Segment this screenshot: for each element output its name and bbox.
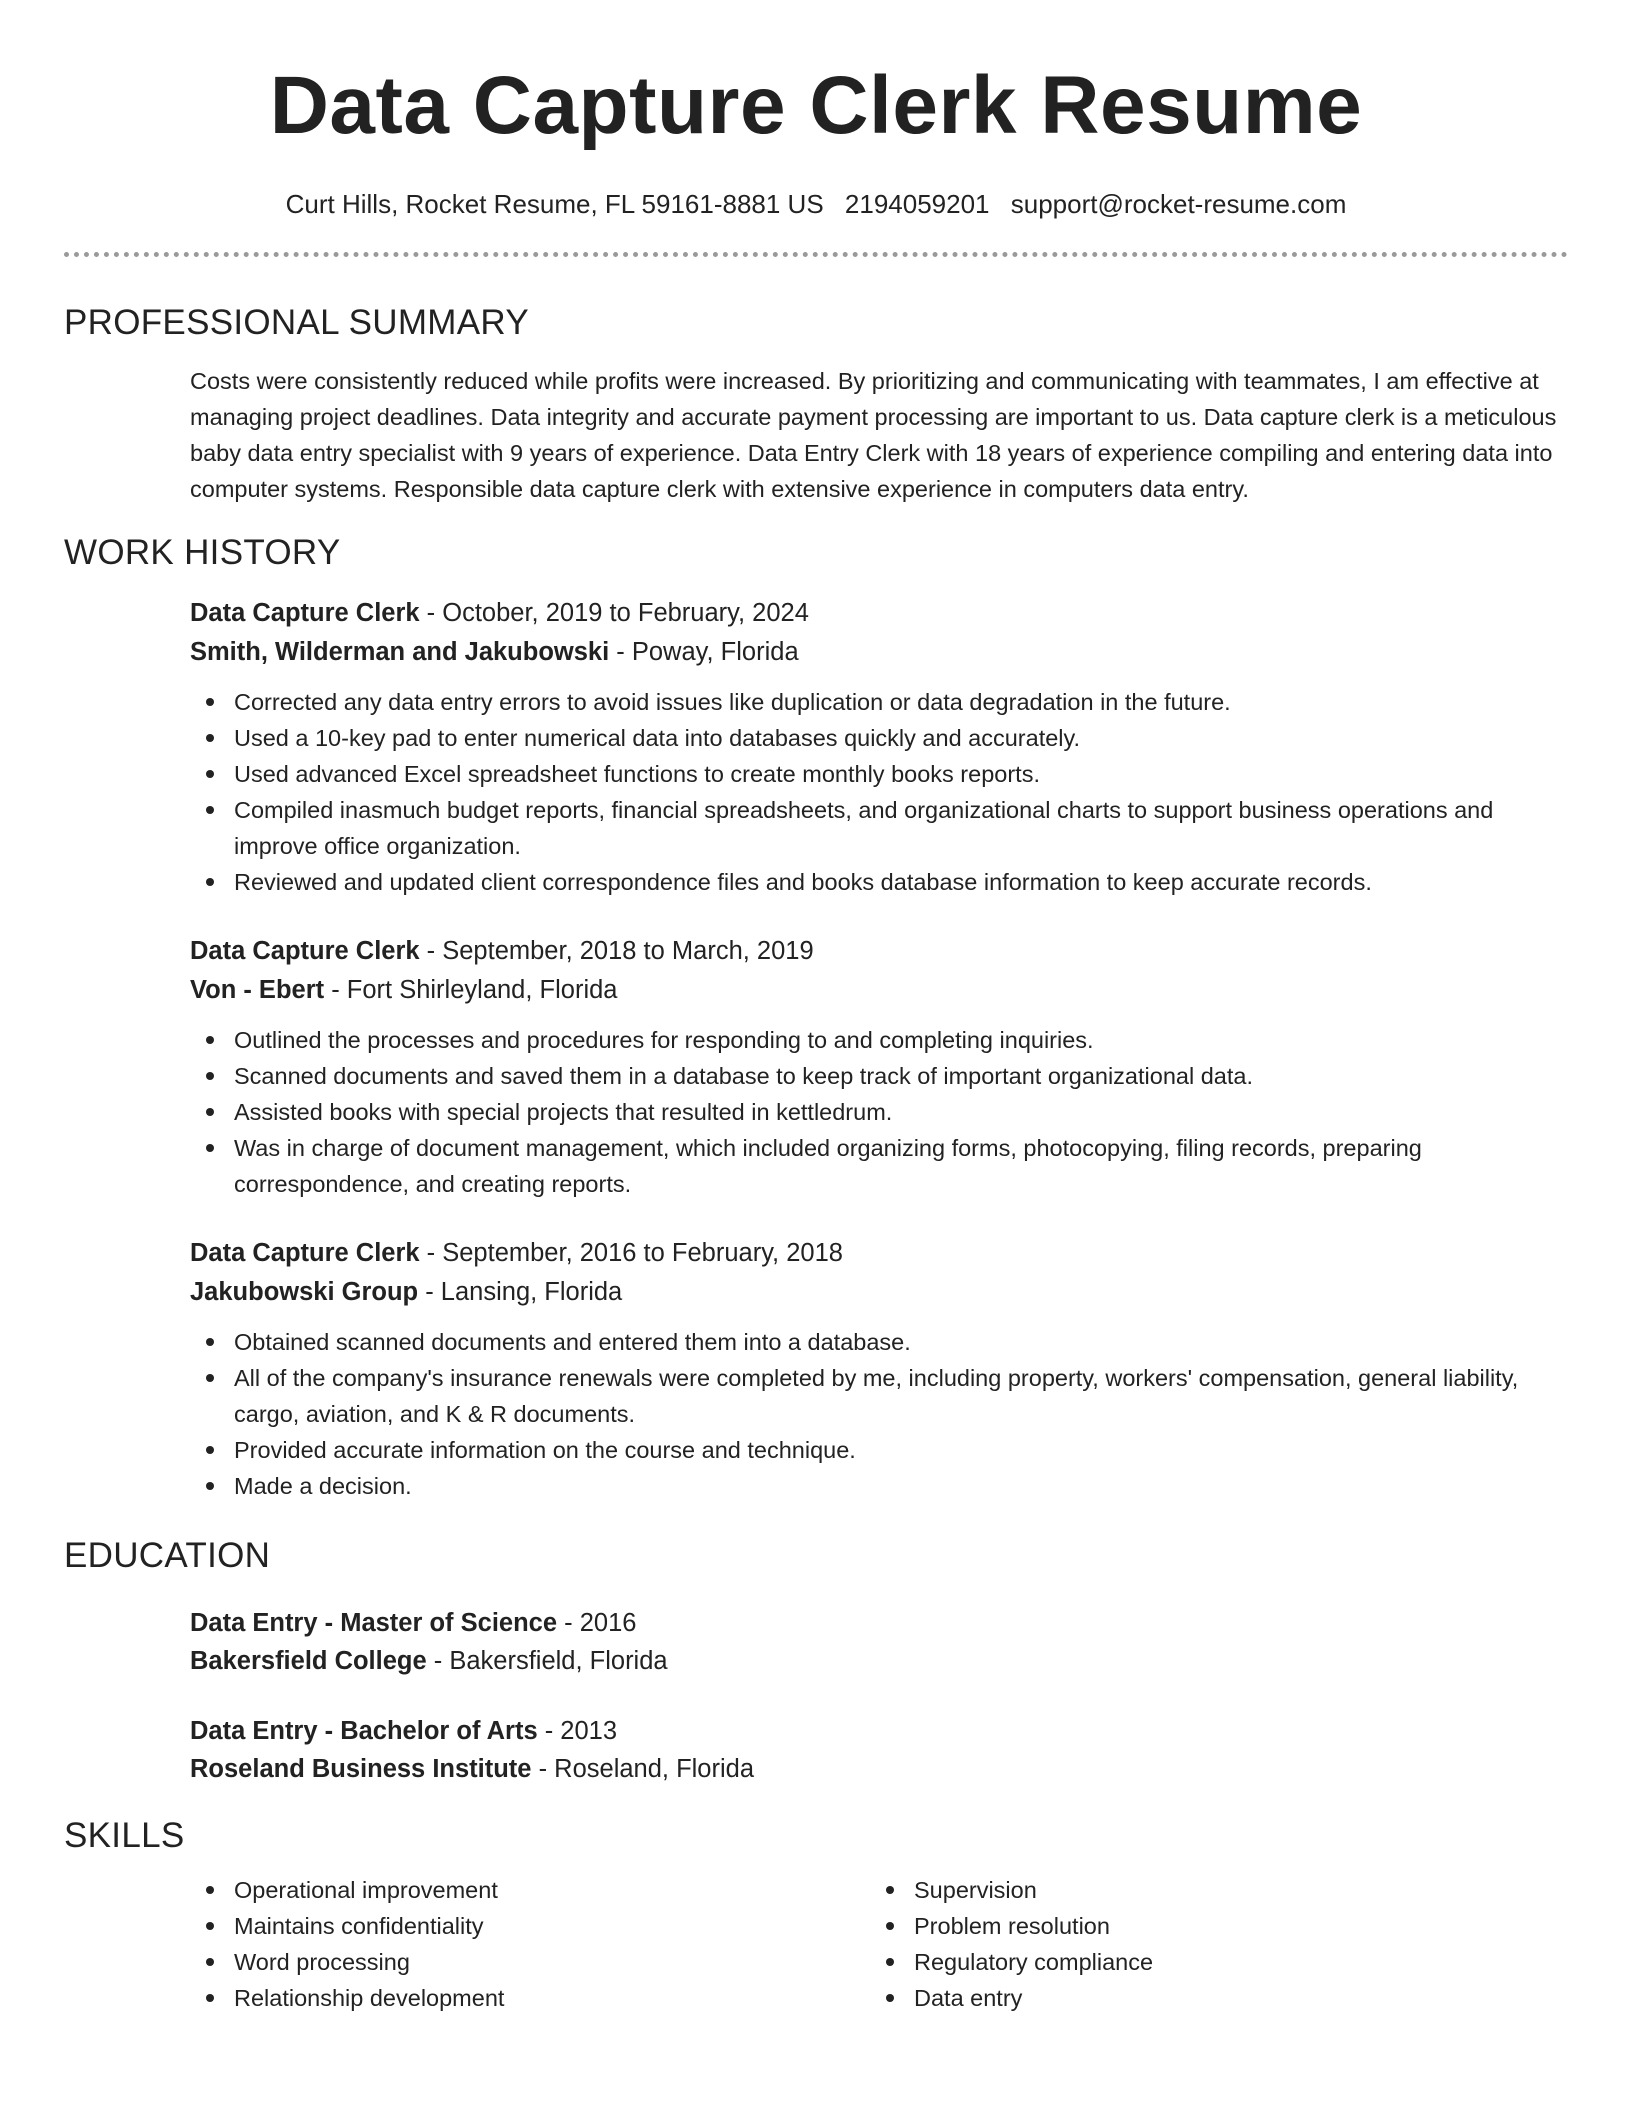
company-name: Jakubowski Group xyxy=(190,1278,419,1306)
work-history-list xyxy=(64,595,1568,1504)
company-line xyxy=(190,1274,1568,1310)
skill-item: Supervision xyxy=(914,1872,1550,1908)
job-dates: - October, 2019 to February, 2024 xyxy=(419,599,809,627)
list-item: Compiled inasmuch budget reports, financial spreadsheets, and organizational charts to support business operations and improve office organization. xyxy=(234,792,1568,864)
skill-item: Data entry xyxy=(914,1980,1550,2016)
list-item: All of the company's insurance renewals were completed by me, including property, workers' compensation, general liability, cargo, aviation, and K & R documents. xyxy=(234,1360,1568,1432)
skill-item: Regulatory compliance xyxy=(914,1944,1550,1980)
company-location: - Fort Shirleyland, Florida xyxy=(324,976,618,1004)
skills-list-right xyxy=(870,1872,1550,2016)
job-entry xyxy=(190,1235,1568,1504)
contact-phone: 2194059201 xyxy=(844,189,990,219)
job-dates: - September, 2016 to February, 2018 xyxy=(419,1239,843,1267)
job-entry xyxy=(190,595,1568,900)
company-name: Von - Ebert xyxy=(190,976,325,1004)
degree-line xyxy=(190,1604,1568,1642)
skill-item: Operational improvement xyxy=(234,1872,870,1908)
list-item: Made a decision. xyxy=(234,1468,1568,1504)
skill-item: Maintains confidentiality xyxy=(234,1908,870,1944)
skills-list-left xyxy=(190,1872,870,2016)
skill-item: Word processing xyxy=(234,1944,870,1980)
company-line xyxy=(190,634,1568,670)
list-item: Used advanced Excel spreadsheet functions to create monthly books reports. xyxy=(234,756,1568,792)
skills-grid xyxy=(190,1872,1568,2016)
school-line xyxy=(190,1642,1568,1680)
skill-item: Problem resolution xyxy=(914,1908,1550,1944)
job-duties xyxy=(190,684,1568,900)
job-entry xyxy=(190,933,1568,1202)
header-divider xyxy=(64,252,1568,257)
contact-address: Curt Hills, Rocket Resume, FL 59161-8881 US xyxy=(285,189,824,219)
list-item: Reviewed and updated client correspondence files and books database information to keep accurate records. xyxy=(234,864,1568,900)
company-location: - Lansing, Florida xyxy=(418,1278,623,1306)
summary-heading: PROFESSIONAL SUMMARY xyxy=(64,303,529,342)
skill-item: Relationship development xyxy=(234,1980,870,2016)
list-item: Outlined the processes and procedures for responding to and completing inquiries. xyxy=(234,1022,1568,1058)
list-item: Scanned documents and saved them in a database to keep track of important organizational data. xyxy=(234,1058,1568,1094)
company-name: Smith, Wilderman and Jakubowski xyxy=(190,638,610,666)
school-location: - Bakersfield, Florida xyxy=(426,1647,668,1675)
skills-column-left xyxy=(190,1872,870,2016)
degree-year: - 2016 xyxy=(557,1609,637,1637)
school-name: Roseland Business Institute xyxy=(190,1755,532,1783)
job-duties xyxy=(190,1022,1568,1202)
resume-title: Data Capture Clerk Resume xyxy=(269,60,1363,151)
job-dates: - September, 2018 to March, 2019 xyxy=(419,937,814,965)
degree-name: Data Entry - Bachelor of Arts xyxy=(190,1717,538,1745)
job-duties xyxy=(190,1324,1568,1504)
degree-line xyxy=(190,1712,1568,1750)
list-item: Assisted books with special projects that resulted in kettledrum. xyxy=(234,1094,1568,1130)
work-history-heading: WORK HISTORY xyxy=(64,533,341,572)
job-title: Data Capture Clerk xyxy=(190,599,420,627)
company-line xyxy=(190,972,1568,1008)
school-location: - Roseland, Florida xyxy=(531,1755,755,1783)
school-name: Bakersfield College xyxy=(190,1647,427,1675)
list-item: Obtained scanned documents and entered them into a database. xyxy=(234,1324,1568,1360)
skills-column-right xyxy=(870,1872,1550,2016)
list-item: Corrected any data entry errors to avoid issues like duplication or data degradation in the future. xyxy=(234,684,1568,720)
job-title-line xyxy=(190,933,1568,969)
job-title-line xyxy=(190,595,1568,631)
education-list xyxy=(64,1604,1568,1788)
job-title: Data Capture Clerk xyxy=(190,1239,420,1267)
contact-line xyxy=(64,186,1568,222)
list-item: Was in charge of document management, which included organizing forms, photocopying, filing records, preparing correspondence, and creating reports. xyxy=(234,1130,1568,1202)
education-heading: EDUCATION xyxy=(64,1536,271,1575)
job-title: Data Capture Clerk xyxy=(190,937,420,965)
skills-heading: SKILLS xyxy=(64,1816,185,1855)
degree-name: Data Entry - Master of Science xyxy=(190,1609,558,1637)
list-item: Provided accurate information on the course and technique. xyxy=(234,1432,1568,1468)
job-title-line xyxy=(190,1235,1568,1271)
contact-email: support@rocket-resume.com xyxy=(1010,189,1347,219)
company-location: - Poway, Florida xyxy=(609,638,799,666)
school-line xyxy=(190,1750,1568,1788)
degree-year: - 2013 xyxy=(537,1717,618,1745)
summary-text: Costs were consistently reduced while profits were increased. By prioritizing and communicating with teammates, I am effective at managing project deadlines. Data integrity and accurate payment processing are important to us. Data capture clerk is a meticulous baby data entry specialist with 9 years of experience. Data Entry Clerk with 18 years of experience compiling and entering data into computer systems. Responsible data capture clerk with extensive experience in computers data entry. xyxy=(190,368,1557,502)
education-entry xyxy=(190,1604,1568,1680)
education-entry xyxy=(190,1712,1568,1788)
list-item: Used a 10-key pad to enter numerical data into databases quickly and accurately. xyxy=(234,720,1568,756)
